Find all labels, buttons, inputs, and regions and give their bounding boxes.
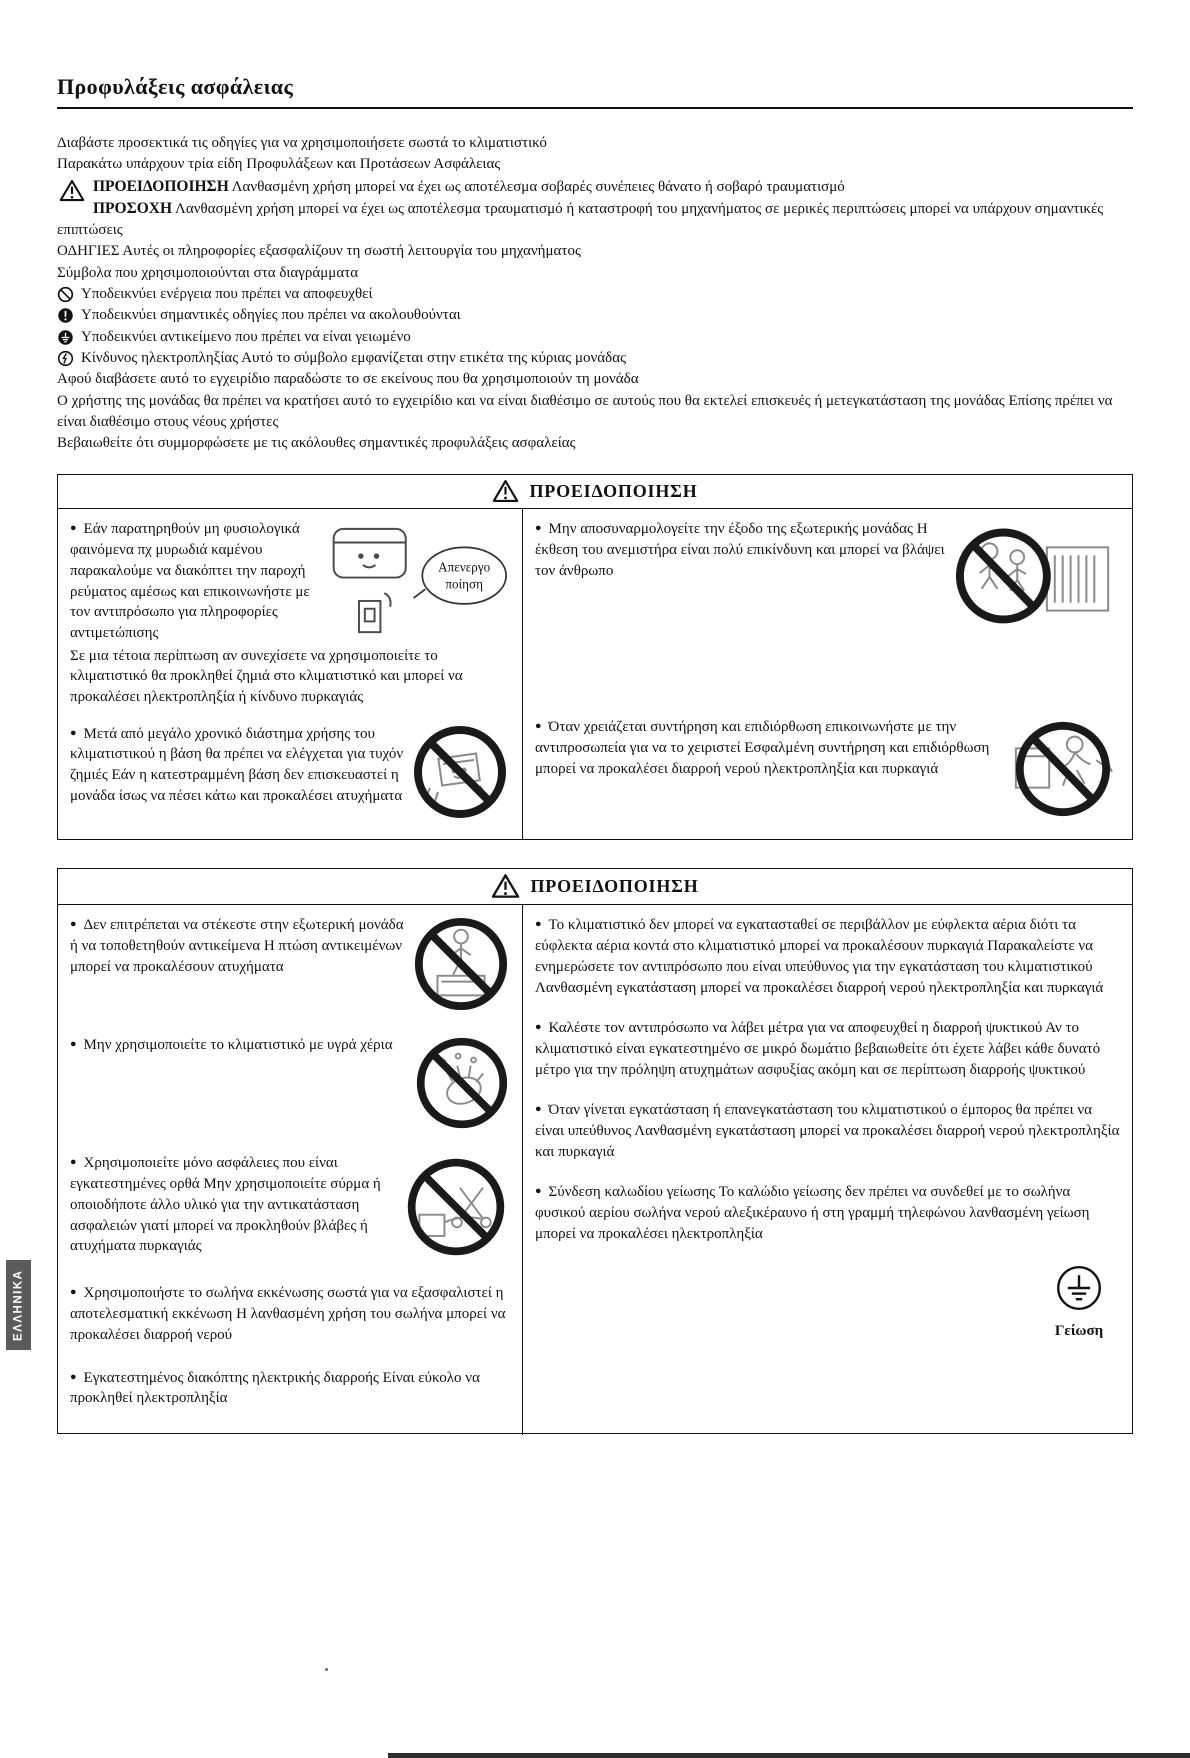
title-rule <box>57 107 1133 109</box>
warning-box-2-right-column <box>523 905 1132 1435</box>
warning-item-flammable-gas: ● Το κλιματιστικό δεν μπορεί να εγκατασταθεί σε περιβάλλον με εύφλεκτα αέρια διότι τα εύφλεκτα αέρια κοντά στο κλιματιστικό μπορεί να προκαλέσουν πυρκαγιά Παρακαλείστε να ενημερώσετε τον αντιπρόσωπο που είναι υπεύθυνος για την εγκατάσταση του κλιματιστικού Λανθασμένη εγκατάσταση μπορεί να προκαλέσει διαρροή νερού ηλεκτροπληξία και πυρκαγιά <box>535 915 1120 998</box>
improper-repair-prohibition-illustration <box>1002 717 1120 821</box>
page-content <box>0 74 1190 1434</box>
language-tab: ΕΛΛΗΝΙΚΑ <box>6 1260 31 1350</box>
warning-box-1-right-column <box>523 509 1132 839</box>
symbol-line-shock: Κίνδυνος ηλεκτροπληξίας Αυτό το σύμβολο εμφανίζεται στην ετικέτα της κύριας μονάδας <box>57 348 1133 369</box>
warning-box-2-left-column <box>58 905 523 1435</box>
ground-label: Γείωση <box>1054 1323 1104 1340</box>
warning-triangle-icon <box>491 873 520 899</box>
warning-text: Λανθασμένη χρήση μπορεί να έχει ως αποτέλεσμα σοβαρές συνέπειες θάνατο ή σοβαρό τραυματισμό <box>228 178 845 195</box>
warning-item-wet-hands: ● Μην χρησιμοποιείτε το κλιματιστικό με υγρά χέρια <box>70 1035 510 1131</box>
symbol-line-ground: Υποδεικνύει αντικείμενο που πρέπει να είναι γειωμένο <box>57 327 1133 348</box>
caution-label: ΠΡΟΣΟΧΗ <box>93 199 173 217</box>
warning-box-2-header <box>58 869 1132 905</box>
intro-line-symbols-heading: Σύμβολα που χρησιμοποιούνται στα διαγράμματα <box>57 264 359 281</box>
warning-box-2 <box>57 868 1133 1434</box>
important-instruction-icon <box>57 307 74 324</box>
warning-box-1 <box>57 474 1133 840</box>
prohibition-icon <box>57 286 74 303</box>
warning-box-1-title: ΠΡΟΕΙΔΟΠΟΙΗΣΗ <box>529 480 698 501</box>
intro-section <box>57 133 1133 454</box>
warning-item-drain-hose: ● Χρησιμοποιήστε το σωλήνα εκκένωσης σωστά για να εξασφαλιστεί η αποτελεσματική εκκένωση Η λανθασμένη χρήση του σωλήνα μπορεί να προκαλέσει διαρροή νερού <box>70 1283 510 1345</box>
warning-item-leakage-breaker: ● Εγκατεστημένος διακόπτης ηλεκτρικής διαρροής Είναι εύκολο να προκληθεί ηλεκτροπληξία <box>70 1368 510 1409</box>
speech-bubble-line-1: Απενεργο <box>438 560 491 576</box>
power-off-illustration <box>320 519 510 641</box>
wet-hands-prohibition-illustration <box>414 1035 510 1131</box>
warning-item-fuses: ● Χρησιμοποιείτε μόνο ασφάλειες που είναι εγκατεστημένες ορθά Μην χρησιμοποιείτε σύρμα ή οποιοδήποτε άλλο υλικό για την αντικατάσταση ασφαλειών γιατί μπορεί να προκληθούν βλάβες ή ατυχήματα πυρκαγιάς <box>70 1153 510 1261</box>
intro-line-keep: Ο χρήστης της μονάδας θα πρέπει να κρατήσει αυτό το εγχειρίδιο και να είναι διαθέσιμο σε αυτούς που θα εκτελεί επισκευές ή μετεγκατάσταση της μονάδας Επίσης πρέπει να είναι διαθέσιμο στους νέους χρήστες <box>57 392 1113 430</box>
ground-symbol-icon <box>1055 1264 1103 1312</box>
scan-artifact-dot <box>325 1668 328 1671</box>
intro-line-comply: Βεβαιωθείτε ότι συμμορφώσετε με τις ακόλουθες σημαντικές προφυλάξεις ασφαλείας <box>57 435 576 452</box>
warning-triangle-icon <box>59 179 85 209</box>
warning-item-standing-on-unit: ● Δεν επιτρέπεται να στέκεστε στην εξωτερική μονάδα ή να τοποθετηθούν αντικείμενα Η πτώση αντικειμένων μπορεί να προκαλέσουν ατυχήματα <box>70 915 510 1013</box>
falling-unit-prohibition-illustration <box>410 724 510 820</box>
intro-line-types: Παρακάτω υπάρχουν τρία είδη Προφυλάξεων και Προτάσεων Ασφάλειας <box>57 156 501 173</box>
caution-definition-line <box>57 198 1133 242</box>
wire-cutting-prohibition-illustration <box>402 1153 510 1261</box>
warning-item-refrigerant-leak: ● Καλέστε τον αντιπρόσωπο να λάβει μέτρα για να αποφευχθεί η διαρροή ψυκτικού Αν το κλιματιστικό είναι εγκατεστημένο σε μικρό δωμάτιο βεβαιωθείτε ότι έχετε λάβει κάθε δυνατό μέτρο για την πρόληψη ατυχημάτων ασφυξίας ακόμη και σε περίπτωση διαρροής ψυκτικού <box>535 1018 1120 1080</box>
page-title: Προφυλάξεις ασφάλειας <box>57 74 294 99</box>
warning-item-grounding: ● Σύνδεση καλωδίου γείωσης Το καλώδιο γείωσης δεν πρέπει να συνδεθεί με το σωλήνα φυσικού αερίου σωλήνα νερού αλεξικέραυνο ή στη γραμμή τηλεφώνου λανθασμένη γείωση μπορεί να προκαλέσει ηλεκτροπληξία <box>535 1182 1120 1244</box>
warning-item-maintenance: ● Όταν χρειάζεται συντήρηση και επιδιόρθωση επικοινωνήστε με την αντιπροσωπεία για να το χειριστεί Εσφαλμένη συντήρηση και επιδιόρθωση μπορεί να προκαλέσει διαρροή νερού ηλεκτροπληξία και πυρκαγιά <box>535 717 1120 821</box>
caution-text: Λανθασμένη χρήση μπορεί να έχει ως αποτέλεσμα τραυματισμό ή καταστροφή του μηχανήματος σε μερικές περιπτώσεις μπορεί να υπάρχουν σημαντικές επιπτώσεις <box>57 200 1104 239</box>
warning-box-1-header <box>58 475 1132 509</box>
ground-required-icon <box>57 329 74 346</box>
warning-definition-line <box>57 176 1133 198</box>
warning-item-abnormal-phenomena: ● Εάν παρατηρηθούν μη φυσιολογικά φαινόμενα πχ μυρωδιά καμένου παρακαλούμε να διακόπτει την παροχή ρεύματος αμέσως και επικοινωνήστε με τον αντιπρόσωπο για πληροφορίες αντιμετώπισης Απενεργο ποίηση Σε μια τέτοια περίπτωση αν συνεχίσετε να χρησιμοποιείτε το κλιματιστικό θα προκληθεί ζημιά στο κλιματιστικό και μπορεί να προκαλέσει ηλεκτροπληξία ή κίνδυνο πυρκαγιάς <box>70 519 510 707</box>
outdoor-unit-people-prohibition-illustration <box>952 519 1120 631</box>
speech-bubble-line-2: ποίηση <box>445 576 483 592</box>
warning-item-damaged-base: ● Μετά από μεγάλο χρονικό διάστημα χρήσης του κλιματιστικού η βάση θα πρέπει να ελέγχεται για τυχόν ζημιές Εάν η κατεστραμμένη βάση δεν επισκευαστεί η μονάδα ίσως να πέσει κάτω και προκαλέσει ατυχήματα <box>70 724 510 820</box>
intro-line-instructions: ΟΔΗΓΙΕΣ Αυτές οι πληροφορίες εξασφαλίζουν τη σωστή λειτουργία του μηχανήματος <box>57 243 581 260</box>
warning-label: ΠΡΟΕΙΔΟΠΟΙΗΣΗ <box>93 177 229 195</box>
symbol-line-prohibit: Υποδεικνύει ενέργεια που πρέπει να αποφευχθεί <box>57 284 1133 305</box>
warning-triangle-icon <box>492 479 519 503</box>
warning-definitions <box>57 176 1133 242</box>
page-edge-artifact <box>388 1753 1190 1758</box>
electric-shock-icon <box>57 350 74 367</box>
intro-line-handover: Αφού διαβάσετε αυτό το εγχειρίδιο παραδώστε το σε εκείνους που θα χρησιμοποιούν τη μονάδα <box>57 371 639 388</box>
ground-symbol-figure <box>1044 1264 1114 1341</box>
warning-box-2-title: ΠΡΟΕΙΔΟΠΟΙΗΣΗ <box>530 875 699 896</box>
standing-on-unit-prohibition-illustration <box>412 915 510 1013</box>
warning-box-1-left-column <box>58 509 523 839</box>
warning-item-installation-dealer: ● Όταν γίνεται εγκατάσταση ή επανεγκατάσταση του κλιματιστικού ο έμπορος θα πρέπει να είναι υπεύθυνος Λανθασμένη εγκατάσταση μπορεί να προκαλέσει διαρροή νερού ηλεκτροπληξία και πυρκαγιά <box>535 1100 1120 1162</box>
intro-line-read: Διαβάστε προσεκτικά τις οδηγίες για να χρησιμοποιήσετε σωστά το κλιματιστικό <box>57 135 547 151</box>
warning-item-fan-outlet: ● Μην αποσυναρμολογείτε την έξοδο της εξωτερικής μονάδας Η έκθεση του ανεμιστήρα είναι πολύ επικίνδυνη και μπορεί να βλάψει τον άνθρωπο <box>535 519 1120 717</box>
symbol-line-follow: Υποδεικνύει σημαντικές οδηγίες που πρέπει να ακολουθούνται <box>57 305 1133 326</box>
